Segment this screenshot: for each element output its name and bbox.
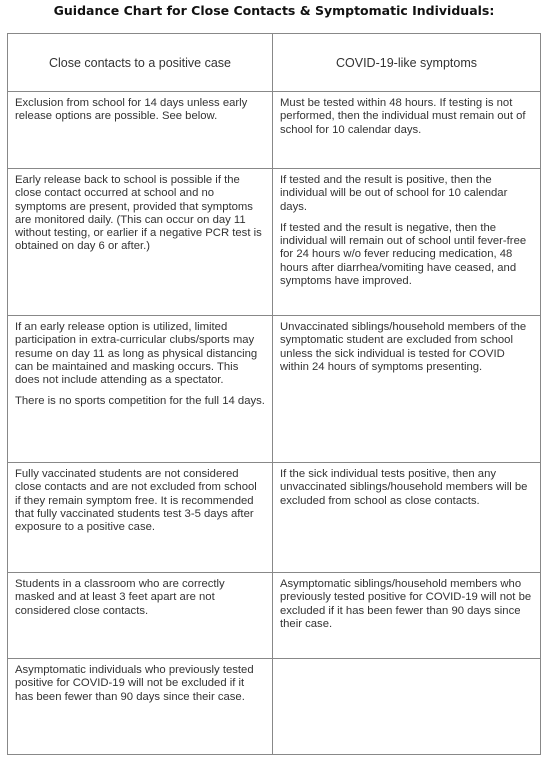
cell-text: Asymptomatic individuals who previously tested positive for COVID-19 will not be excluded if it has been fewer than 90 days since their case. xyxy=(15,664,254,703)
column-header-symptoms: COVID-19-like symptoms xyxy=(273,34,541,92)
table-cell-symptoms xyxy=(273,573,541,659)
table-row xyxy=(8,659,541,755)
table-cell-symptoms-empty xyxy=(273,659,541,755)
table-row xyxy=(8,463,541,573)
table-row xyxy=(8,169,541,316)
cell-text: If tested and the result is positive, then the individual will be out of school for 10 calendar days. xyxy=(280,174,508,213)
table-row xyxy=(8,92,541,169)
cell-text: If the sick individual tests positive, then any unvaccinated siblings/household members will be excluded from school as close contacts. xyxy=(280,468,528,507)
table-cell-close-contacts xyxy=(8,169,273,316)
cell-text: Fully vaccinated students are not considered close contacts and are not excluded from school if they remain symptom free. It is recommended that fully vaccinated students test 3-5 days after exposure to a positive case. xyxy=(15,468,257,534)
cell-text: Unvaccinated siblings/household members of the symptomatic student are excluded from school unless the sick individual is tested for COVID within 24 hours of symptoms presenting. xyxy=(280,321,527,373)
cell-text: If an early release option is utilized, limited participation in extra-curricular clubs/sports may resume on day 11 as long as physical distancing can be maintained and masking occurs. This does not include attending as a spectator. xyxy=(15,321,258,387)
header-row xyxy=(8,34,541,92)
table-cell-symptoms xyxy=(273,169,541,316)
table-cell-symptoms xyxy=(273,92,541,169)
table-cell-close-contacts xyxy=(8,659,273,755)
table-row xyxy=(8,316,541,463)
table-cell-close-contacts xyxy=(8,316,273,463)
guidance-table xyxy=(7,33,541,755)
cell-text: Exclusion from school for 14 days unless early release options are possible. See below. xyxy=(15,97,248,123)
table-cell-close-contacts xyxy=(8,463,273,573)
table-row xyxy=(8,573,541,659)
cell-text: Asymptomatic siblings/household members who previously tested positive for COVID-19 will not be excluded if it has been fewer than 90 days since their case. xyxy=(280,578,532,630)
table-cell-symptoms xyxy=(273,463,541,573)
page-title: Guidance Chart for Close Contacts & Symptomatic Individuals: xyxy=(53,3,495,18)
table-cell-symptoms xyxy=(273,316,541,463)
cell-text: If tested and the result is negative, then the individual will remain out of school until fever-free for 24 hours w/o fever reducing medication, 48 hours after diarrhea/vomiting have ceased, and symptoms have improved. xyxy=(280,221,527,288)
cell-text: Must be tested within 48 hours. If testing is not performed, then the individual must remain out of school for 10 calendar days. xyxy=(280,97,526,136)
column-header-close-contacts: Close contacts to a positive case xyxy=(8,34,273,92)
cell-text: Early release back to school is possible if the close contact occurred at school and no symptoms are present, provided that symptoms are monitored daily. (This can occur on day 11 without testing, or earlier if a negative PCR test is obtained on day 6 or after.) xyxy=(15,174,262,253)
cell-text: There is no sports competition for the full 14 days. xyxy=(15,395,265,408)
table-cell-close-contacts xyxy=(8,92,273,169)
table-cell-close-contacts xyxy=(8,573,273,659)
cell-text: Students in a classroom who are correctly masked and at least 3 feet apart are not considered close contacts. xyxy=(15,578,225,617)
